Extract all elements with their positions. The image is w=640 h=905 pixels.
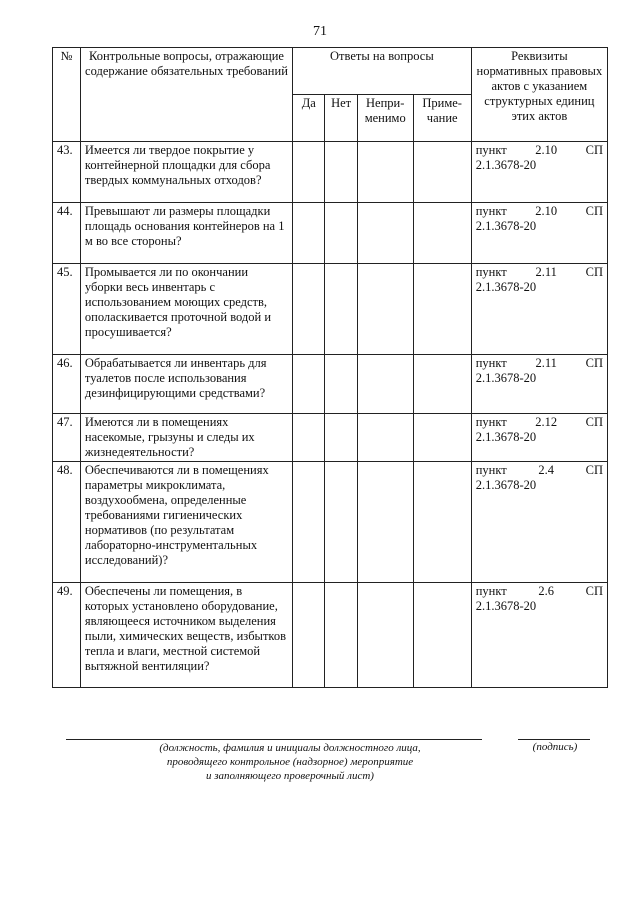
- header-na: Непри-менимо: [357, 95, 413, 142]
- row-question: Превышают ли размеры площадки площадь основания контейнеров на 1 м во все стороны?: [80, 203, 292, 264]
- table-row: [53, 264, 608, 355]
- signature-caption: (подпись): [532, 741, 578, 753]
- row-reference: пункт 2.10 СП 2.1.3678-20: [471, 142, 607, 203]
- row-number: 48.: [53, 462, 81, 583]
- answer-yes-cell[interactable]: [293, 583, 325, 688]
- row-number: 44.: [53, 203, 81, 264]
- answer-no-cell[interactable]: [325, 142, 357, 203]
- answer-no-cell[interactable]: [325, 264, 357, 355]
- answer-note-cell[interactable]: [413, 203, 471, 264]
- header-yes: Да: [293, 95, 325, 142]
- header-answers: Ответы на вопросы: [293, 48, 472, 95]
- row-question: Обеспечены ли помещения, в которых установлено оборудование, являющееся источником выделения пыли, химических веществ, избытков тепла и влаги, местной системой вытяжной вентиляции?: [80, 583, 292, 688]
- table-row: [53, 414, 608, 462]
- answer-na-cell[interactable]: [357, 355, 413, 414]
- row-number: 45.: [53, 264, 81, 355]
- row-question: Обеспечиваются ли в помещениях параметры микроклимата, воздухообмена, определенные требованиями гигиенических нормативов (по результатам лабораторно-инструментальных исследований)?: [80, 462, 292, 583]
- table-row: [53, 583, 608, 688]
- signature-line[interactable]: [518, 739, 590, 740]
- header-no: Нет: [325, 95, 357, 142]
- answer-no-cell[interactable]: [325, 462, 357, 583]
- row-reference: пункт 2.11 СП 2.1.3678-20: [471, 264, 607, 355]
- answer-no-cell[interactable]: [325, 203, 357, 264]
- row-number: 43.: [53, 142, 81, 203]
- page-number: 71: [313, 24, 327, 39]
- answer-na-cell[interactable]: [357, 583, 413, 688]
- row-question: Промывается ли по окончании уборки весь инвентарь с использованием моющих средств, ополаскивается проточной водой и просушивается?: [80, 264, 292, 355]
- answer-na-cell[interactable]: [357, 142, 413, 203]
- answer-note-cell[interactable]: [413, 414, 471, 462]
- row-reference: пункт 2.12 СП 2.1.3678-20: [471, 414, 607, 462]
- answer-no-cell[interactable]: [325, 583, 357, 688]
- header-reference: Реквизиты нормативных правовых актов с указанием структурных единиц этих актов: [471, 48, 607, 142]
- answer-yes-cell[interactable]: [293, 462, 325, 583]
- row-number: 46.: [53, 355, 81, 414]
- row-question: Имеется ли твердое покрытие у контейнерной площадки для сбора твердых коммунальных отходов?: [80, 142, 292, 203]
- answer-yes-cell[interactable]: [293, 203, 325, 264]
- table-row: [53, 142, 608, 203]
- answer-note-cell[interactable]: [413, 264, 471, 355]
- header-question: Контрольные вопросы, отражающие содержание обязательных требований: [80, 48, 292, 142]
- row-question: Имеются ли в помещениях насекомые, грызуны и следы их жизнедеятельности?: [80, 414, 292, 462]
- answer-no-cell[interactable]: [325, 414, 357, 462]
- row-reference: пункт 2.6 СП 2.1.3678-20: [471, 583, 607, 688]
- row-number: 49.: [53, 583, 81, 688]
- answer-note-cell[interactable]: [413, 142, 471, 203]
- table-row: [53, 355, 608, 414]
- table-row: [53, 203, 608, 264]
- header-note: Приме-чание: [413, 95, 471, 142]
- row-reference: пункт 2.4 СП 2.1.3678-20: [471, 462, 607, 583]
- header-num: №: [53, 48, 81, 142]
- answer-no-cell[interactable]: [325, 355, 357, 414]
- answer-note-cell[interactable]: [413, 355, 471, 414]
- row-question: Обрабатывается ли инвентарь для туалетов после использования дезинфицирующими средствами?: [80, 355, 292, 414]
- table-row: [53, 462, 608, 583]
- answer-yes-cell[interactable]: [293, 142, 325, 203]
- row-reference: пункт 2.11 СП 2.1.3678-20: [471, 355, 607, 414]
- answer-yes-cell[interactable]: [293, 355, 325, 414]
- answer-yes-cell[interactable]: [293, 414, 325, 462]
- row-number: 47.: [53, 414, 81, 462]
- answer-na-cell[interactable]: [357, 414, 413, 462]
- answer-na-cell[interactable]: [357, 462, 413, 583]
- answer-note-cell[interactable]: [413, 583, 471, 688]
- answer-yes-cell[interactable]: [293, 264, 325, 355]
- answer-na-cell[interactable]: [357, 264, 413, 355]
- row-reference: пункт 2.10 СП 2.1.3678-20: [471, 203, 607, 264]
- official-caption: (должность, фамилия и инициалы должностного лица, проводящего контрольное (надзорное) мероприятие и заполняющего проверочный лист): [159, 742, 421, 782]
- checklist-table: [52, 47, 608, 688]
- answer-na-cell[interactable]: [357, 203, 413, 264]
- official-signature-line[interactable]: [66, 739, 482, 740]
- answer-note-cell[interactable]: [413, 462, 471, 583]
